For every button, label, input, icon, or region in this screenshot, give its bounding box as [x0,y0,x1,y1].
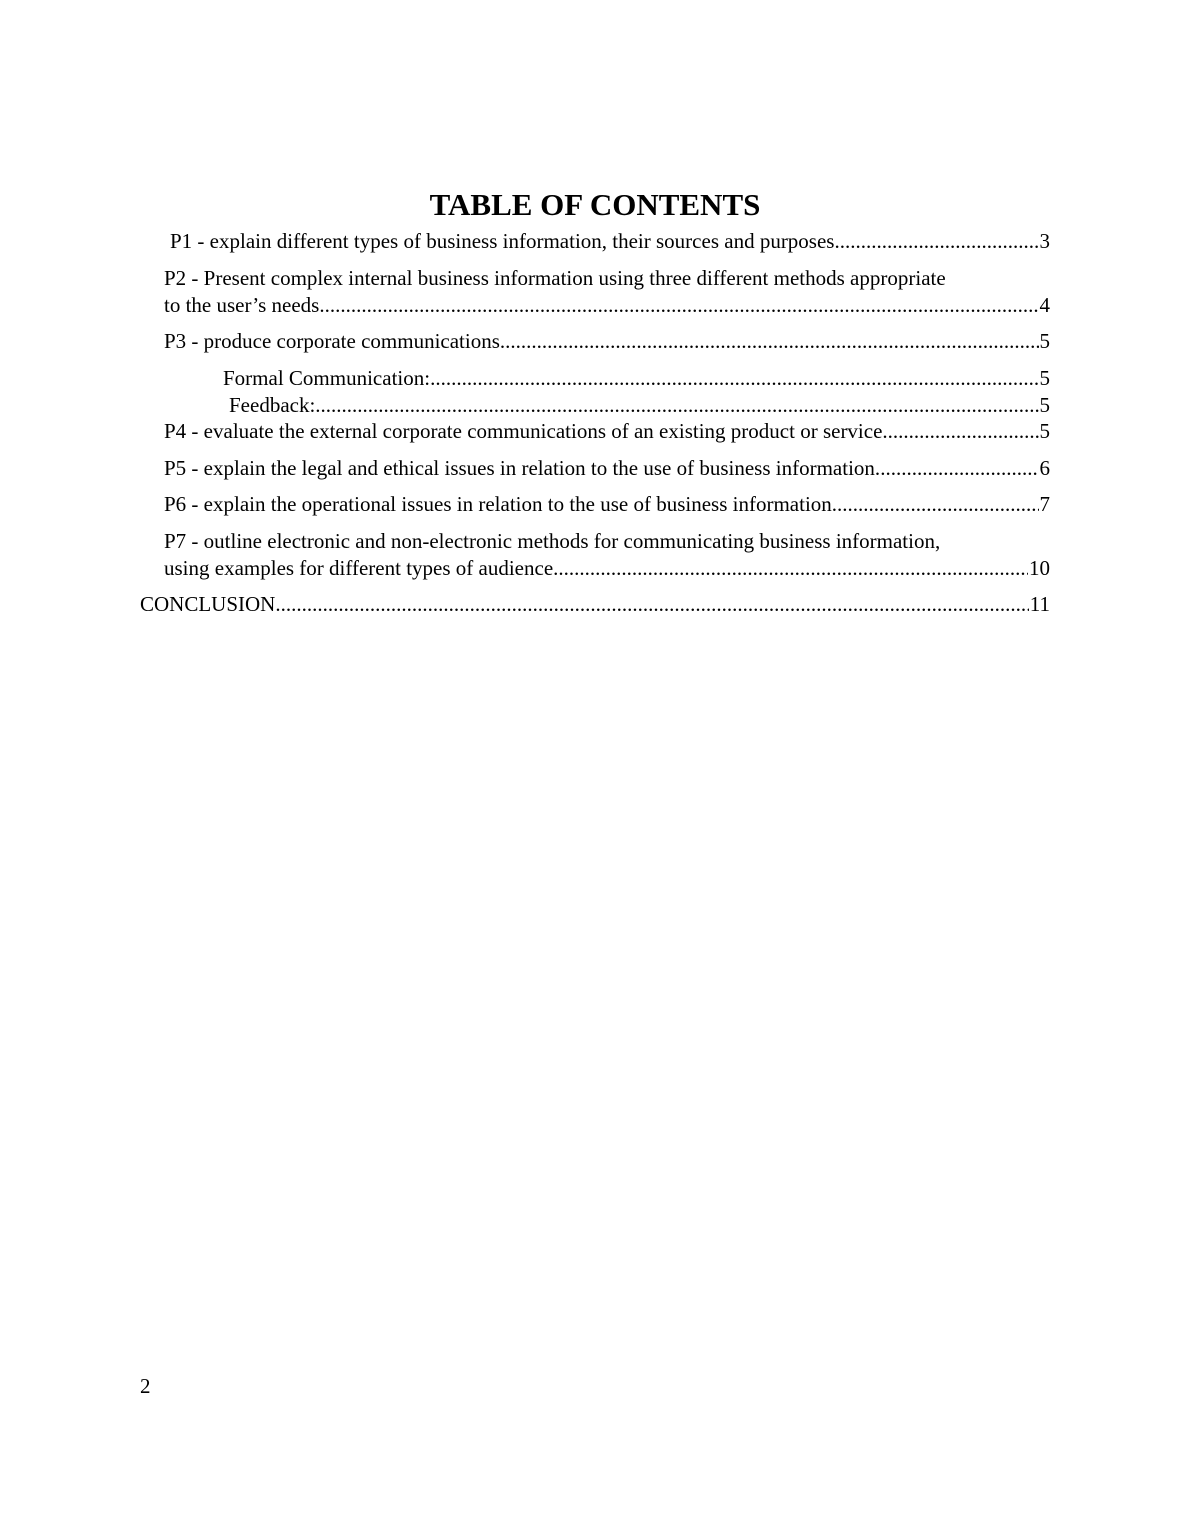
toc-entry-p4[interactable] [164,418,1050,445]
dot-leader [558,555,1028,582]
toc-entry-text: Formal Communication: [223,366,431,390]
toc-entry-text: P3 - produce corporate communications [164,329,500,353]
toc-entry-text: CONCLUSION [140,592,276,616]
dot-leader [880,455,1038,482]
toc-page-number: 5 [1039,329,1050,353]
toc-line [164,455,1050,482]
toc-entry-text: P5 - explain the legal and ethical issues in relation to the use of business information. [164,456,881,480]
toc-line [164,555,1050,582]
toc-line [164,491,1050,518]
dot-leader [834,228,1038,255]
toc-entry-p5[interactable] [164,455,1050,482]
toc-line [164,328,1050,355]
toc-page-number: 5 [1039,366,1050,390]
toc-line [229,392,1050,419]
toc-line [223,365,1050,392]
toc-entry-formal-communication[interactable] [223,365,1050,392]
dot-leader [500,328,1039,355]
toc-entry-p2[interactable] [164,265,1050,319]
toc-page-number: 3 [1039,229,1050,253]
dot-leader [315,392,1038,419]
toc-page-number: 10 [1029,556,1050,580]
toc-page-number: 6 [1039,456,1050,480]
toc-line [140,591,1050,618]
toc-entry-conclusion[interactable] [140,591,1050,618]
toc-entry-p7[interactable] [164,528,1050,582]
toc-entry-text: P4 - evaluate the external corporate communications of an existing product or service [164,419,883,443]
dot-leader [430,365,1038,392]
toc-entry-p6[interactable] [164,491,1050,518]
toc-line [164,418,1050,445]
toc-page-number: 4 [1039,293,1050,317]
toc-page-number: 5 [1039,393,1050,417]
dot-leader [275,591,1028,618]
toc-entry-feedback[interactable] [229,392,1050,419]
toc-entry-p1[interactable] [170,228,1050,255]
toc-title: TABLE OF CONTENTS [429,187,761,222]
toc-entry-text: P6 - explain the operational issues in relation to the use of business information [164,492,832,516]
dot-leader [882,418,1038,445]
toc-line [164,292,1050,319]
toc-entry-text: to the user’s needs [164,293,320,317]
toc-page-number: 11 [1029,592,1050,616]
toc-page-number: 7 [1039,492,1050,516]
dot-leader [832,491,1039,518]
toc-entry-p3[interactable] [164,328,1050,355]
toc-entry-first-line: P2 - Present complex internal business information using three different methods appropriate [164,266,946,290]
toc-entry-text: using examples for different types of audience. [164,556,559,580]
toc-line [170,228,1050,255]
dot-leader [319,292,1038,319]
toc-entry-text: P1 - explain different types of business information, their sources and purposes [170,229,835,253]
toc-entry-first-line: P7 - outline electronic and non-electronic methods for communicating business information, [164,529,941,553]
toc-page-number: 5 [1039,419,1050,443]
page-number: 2 [140,1374,151,1398]
toc-entry-text: Feedback: [229,393,316,417]
